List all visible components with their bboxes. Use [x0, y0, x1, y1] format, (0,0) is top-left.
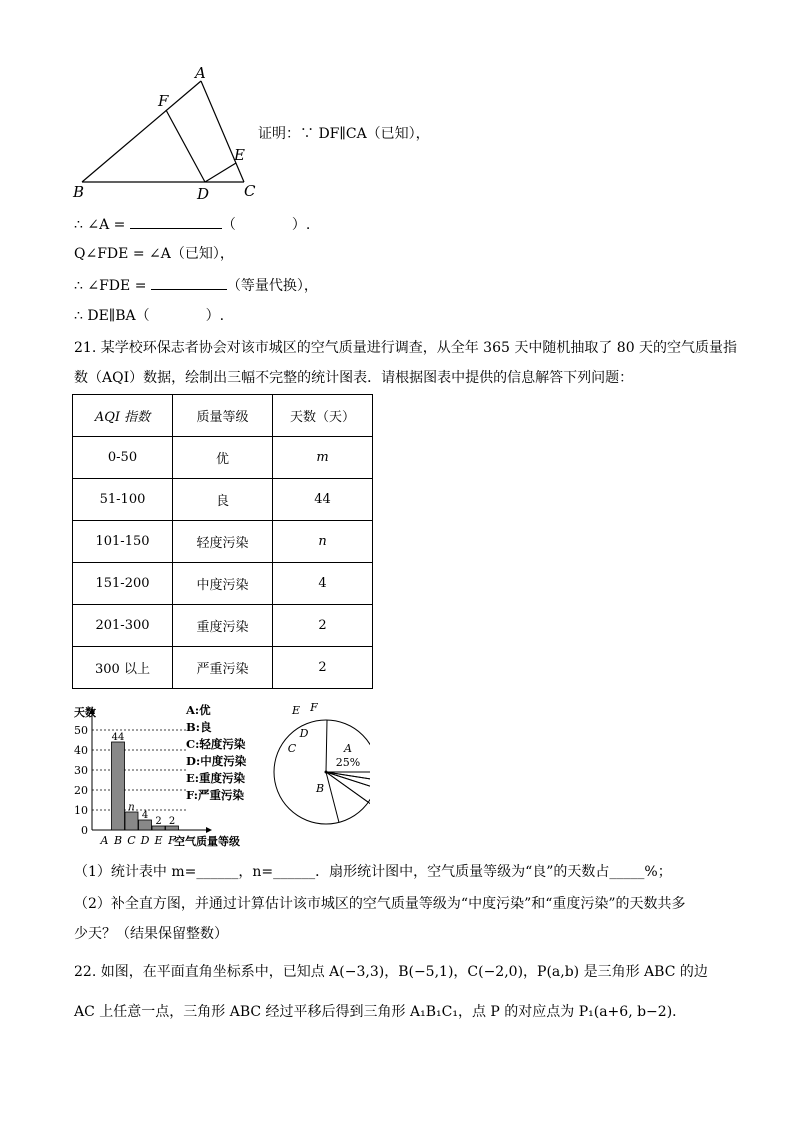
q21-line-2: 数（AQI）数据，绘制出三幅不完整的统计图表．请根据图表中提供的信息解答下列问题： — [74, 370, 634, 386]
table-cell: 2 — [273, 605, 373, 647]
label-c: C — [244, 182, 256, 200]
answer-blank[interactable] — [130, 214, 222, 229]
legend-item: D:中度污染 — [186, 754, 247, 768]
bar-data-label: 4 — [141, 810, 149, 821]
table-cell: 151-200 — [73, 563, 173, 605]
q21-line-1: 21. 某学校环保志者协会对该市城区的空气质量进行调查，从全年 365 天中随机抽取了 80 天的空气质量指 — [74, 340, 738, 356]
proof-line-2: Q∠FDE = ∠A（已知）， — [74, 246, 234, 262]
aqi-table — [72, 394, 373, 689]
table-cell: 中度污染 — [173, 563, 273, 605]
y-tick-label: 30 — [74, 764, 88, 777]
chart-legend — [186, 702, 246, 804]
bar-data-label: 44 — [111, 732, 125, 743]
segment-fd — [166, 110, 205, 182]
segment-de — [205, 163, 236, 182]
segment-ba — [82, 81, 201, 182]
table-cell: 51-100 — [73, 479, 173, 521]
table-cell: 44 — [273, 479, 373, 521]
label-b: B — [73, 183, 85, 201]
proof-intro: 证明：∵ DF∥CA（已知）， — [258, 126, 430, 142]
proof-line-4: ∴ DE∥BA（ ）. — [74, 308, 225, 324]
proof-line-1-suffix: （ ）. — [221, 217, 311, 233]
q21-sub1: （1）统计表中 m=______，n=______．扇形统计图中，空气质量等级为“良”的天数占_____%； — [74, 864, 672, 880]
table-cell: n — [273, 521, 373, 563]
table-row — [73, 479, 373, 521]
pie-label: C — [287, 742, 297, 755]
legend-item: A:优 — [186, 703, 211, 717]
q21-sub2-line-2: 少天？（结果保留整数） — [74, 926, 228, 942]
y-tick-label: 0 — [81, 824, 88, 837]
bar-data-label: 2 — [155, 816, 162, 827]
table-cell: 0-50 — [73, 437, 173, 479]
bar-data-label: n — [128, 802, 135, 813]
label-f: F — [158, 92, 169, 110]
x-tick-label: B — [113, 834, 123, 847]
q22-line-1: 22. 如图，在平面直角坐标系中，已知点 A(−3,3)，B(−5,1)，C(−2,0)，P(a,b) 是三角形 ABC 的边 — [74, 964, 708, 980]
table-cell: 2 — [273, 647, 373, 689]
x-tick-label: A — [100, 834, 109, 847]
legend-item: B:良 — [186, 720, 212, 734]
table-cell: 轻度污染 — [173, 521, 273, 563]
bar — [125, 812, 138, 830]
table-header-cell: 天数（天） — [273, 395, 373, 437]
proof-line-1-prefix: ∴ ∠A = — [74, 217, 130, 233]
pie-chart — [270, 700, 370, 830]
table-cell: 101-150 — [73, 521, 173, 563]
legend-item: C:轻度污染 — [186, 737, 246, 751]
y-tick-label: 50 — [74, 724, 88, 737]
table-row — [73, 563, 373, 605]
table-header-row — [73, 395, 373, 437]
table-cell: 重度污染 — [173, 605, 273, 647]
proof-line-3-suffix: （等量代换）， — [226, 278, 318, 294]
table-cell: 严重污染 — [173, 647, 273, 689]
table-header-cell: AQI 指数 — [73, 395, 173, 437]
label-a: A — [195, 64, 206, 82]
x-tick-label: F — [168, 834, 176, 847]
table-cell: 300 以上 — [73, 647, 173, 689]
triangle-figure — [68, 62, 258, 202]
label-d: D — [197, 185, 210, 202]
label-e: E — [234, 146, 245, 164]
pie-center — [325, 771, 328, 774]
bar — [112, 742, 125, 830]
y-axis-label: 天数 — [74, 706, 96, 719]
legend-item: F:严重污染 — [186, 788, 244, 802]
q22-line-2: AC 上任意一点，三角形 ABC 经过平移后得到三角形 A₁B₁C₁，点 P 的对应点为 P₁(a+6, b−2)． — [74, 1004, 687, 1020]
pie-label: A — [344, 742, 352, 755]
x-axis-label: 空气质量等级 — [174, 835, 240, 848]
pie-label: E — [291, 704, 301, 717]
table-cell: 优 — [173, 437, 273, 479]
x-tick-label: C — [127, 834, 136, 847]
table-row — [73, 605, 373, 647]
pie-label: B — [315, 782, 325, 795]
answer-blank[interactable] — [151, 275, 227, 290]
y-tick-label: 20 — [74, 784, 88, 797]
y-tick-label: 10 — [74, 804, 88, 817]
table-cell: 201-300 — [73, 605, 173, 647]
pie-label: D — [299, 727, 309, 740]
table-cell: m — [273, 437, 373, 479]
proof-line-3 — [74, 275, 318, 296]
legend-item: E:重度污染 — [186, 771, 246, 785]
pie-label: F — [310, 701, 318, 714]
table-cell: 良 — [173, 479, 273, 521]
bar-data-label: 2 — [168, 816, 176, 827]
x-axis-arrow — [206, 827, 212, 833]
segment-ac — [201, 81, 244, 182]
table-cell: 4 — [273, 563, 373, 605]
x-tick-label: E — [154, 834, 163, 847]
table-header-cell: 质量等级 — [173, 395, 273, 437]
table-row — [73, 521, 373, 563]
proof-line-3-prefix: ∴ ∠FDE = — [74, 278, 151, 294]
y-tick-label: 40 — [74, 744, 88, 757]
bar — [139, 820, 152, 830]
x-tick-label: D — [140, 834, 150, 847]
q21-sub2-line-1: （2）补全直方图，并通过计算估计该市城区的空气质量等级为“中度污染”和“重度污染”的天数共多 — [74, 896, 686, 912]
pie-percent-label: 25% — [335, 756, 361, 769]
table-row — [73, 437, 373, 479]
table-row — [73, 647, 373, 689]
proof-line-1 — [74, 214, 310, 235]
